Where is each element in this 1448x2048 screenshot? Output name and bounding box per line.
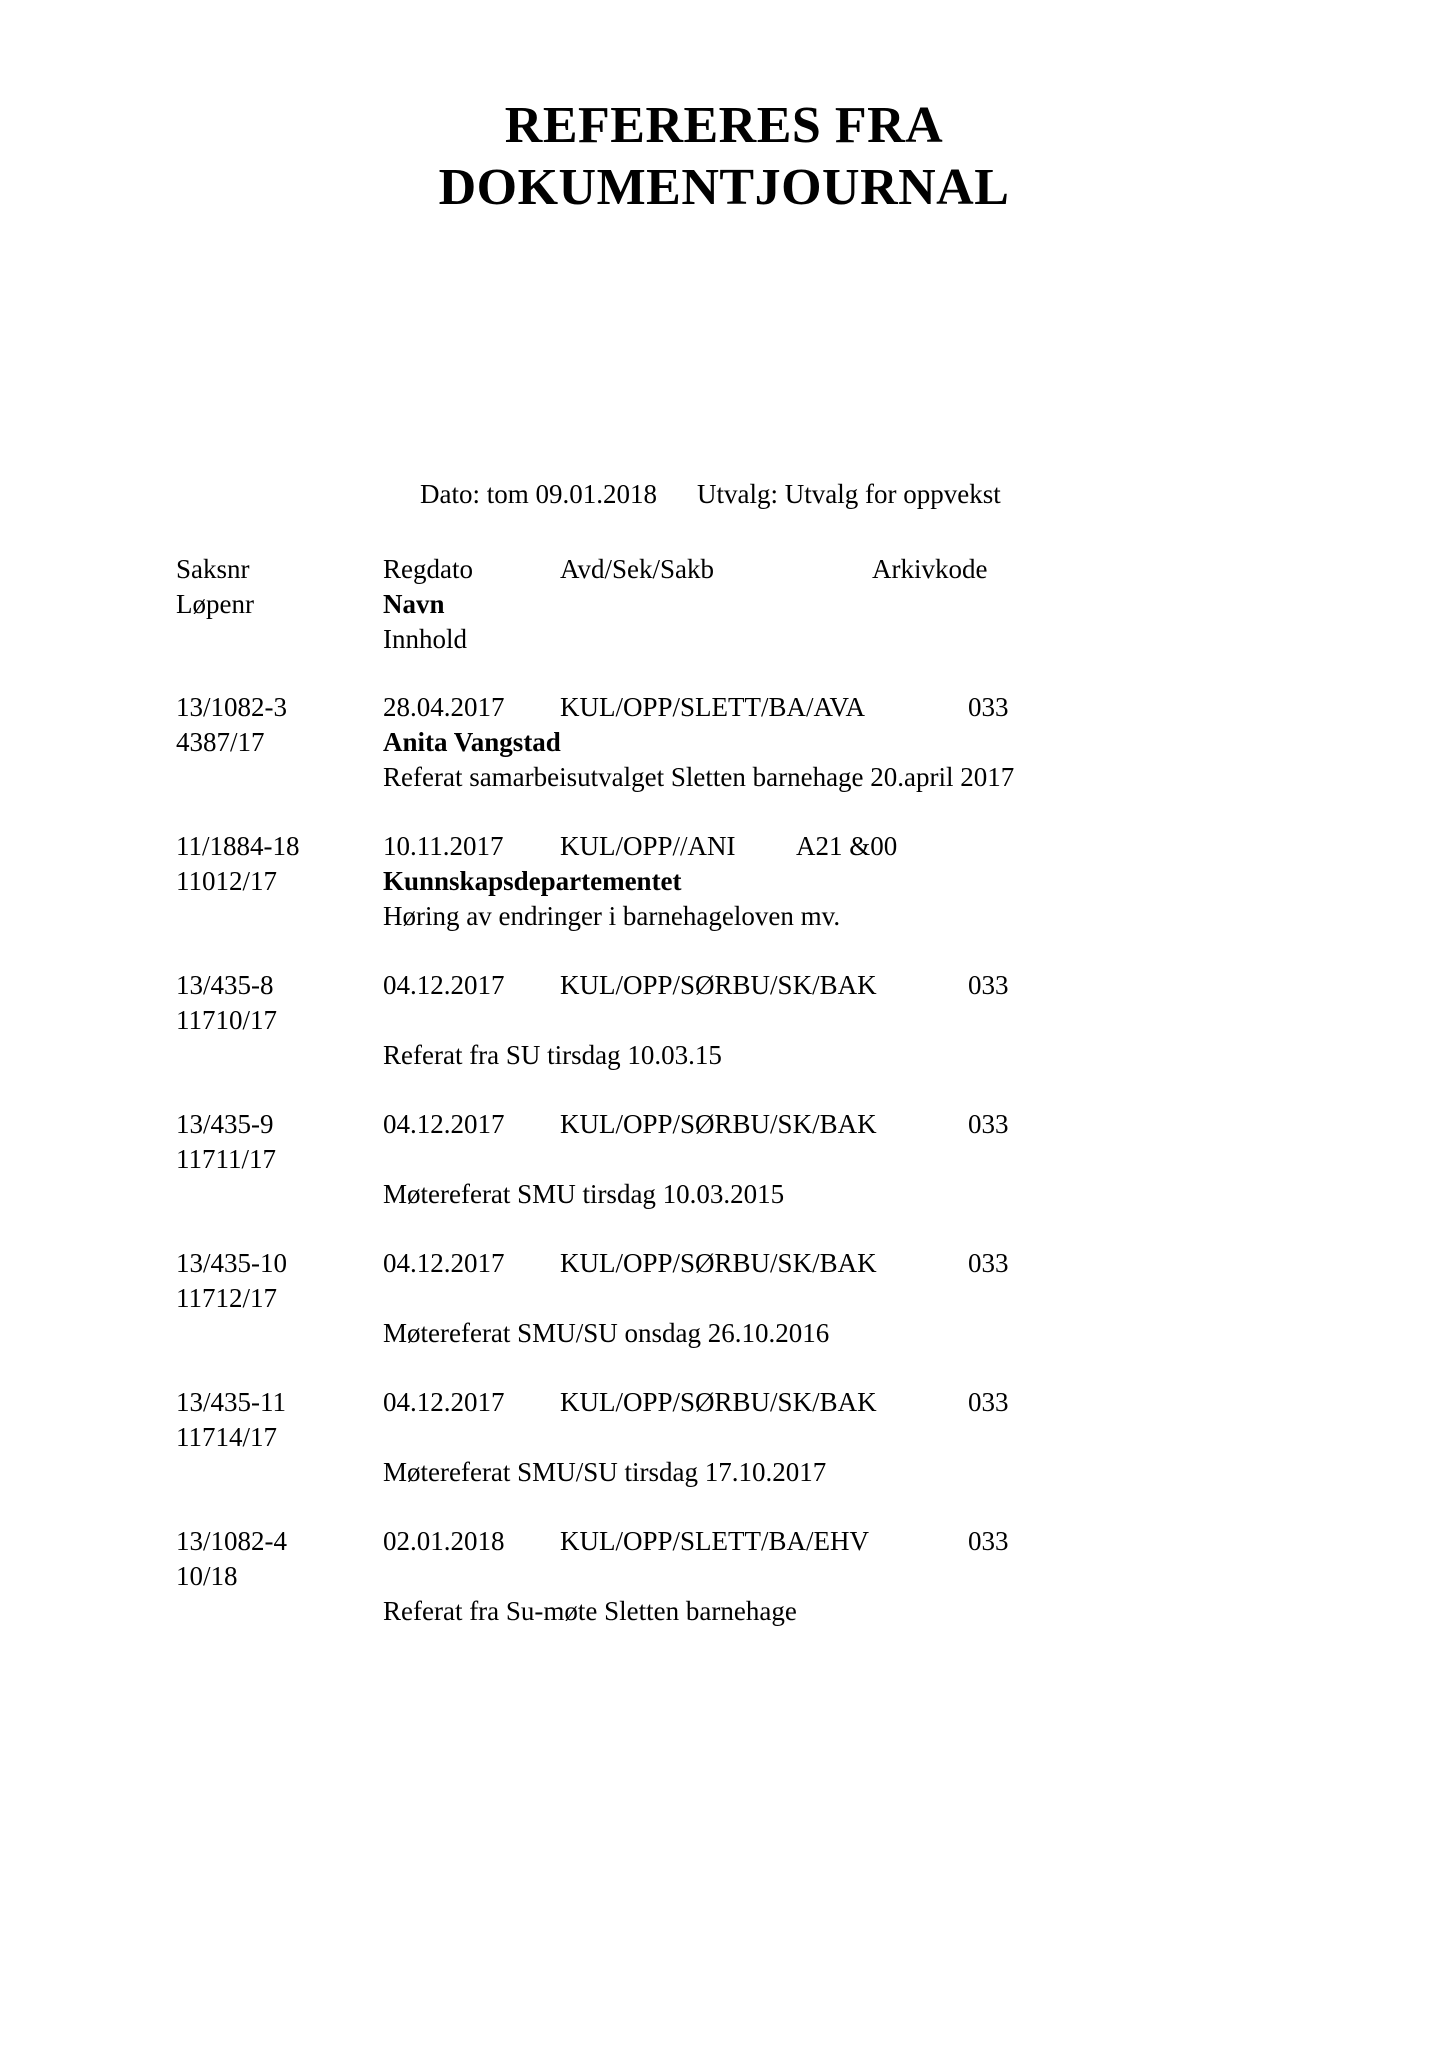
entry-saksnr: 13/1082-4 bbox=[176, 1526, 287, 1556]
entry-lopenr: 11714/17 bbox=[176, 1422, 277, 1452]
entry-avd: KUL/OPP/SØRBU/SK/BAK bbox=[560, 1387, 877, 1417]
entry-arkivkode: 033 bbox=[968, 1109, 1009, 1139]
entry-arkivkode: 033 bbox=[968, 1526, 1009, 1556]
entry-lopenr: 11012/17 bbox=[176, 866, 277, 896]
entry-avd: KUL/OPP/SØRBU/SK/BAK bbox=[560, 1248, 877, 1278]
entry-saksnr: 13/435-8 bbox=[176, 970, 274, 1000]
filter-line bbox=[420, 477, 1001, 511]
entry-innhold: Møtereferat SMU/SU tirsdag 17.10.2017 bbox=[383, 1457, 827, 1487]
entry-regdato: 04.12.2017 bbox=[383, 1109, 505, 1139]
header-innhold: Innhold bbox=[383, 624, 467, 654]
entry-avd: KUL/OPP/SØRBU/SK/BAK bbox=[560, 970, 877, 1000]
header-lopenr: Løpenr bbox=[176, 589, 254, 619]
entry-arkivkode: 033 bbox=[968, 1248, 1009, 1278]
entry-saksnr: 13/1082-3 bbox=[176, 692, 287, 722]
filter-committee: Utvalg: Utvalg for oppvekst bbox=[697, 479, 1001, 509]
entry-navn: Kunnskapsdepartementet bbox=[383, 866, 682, 896]
entry-regdato: 04.12.2017 bbox=[383, 970, 505, 1000]
header-navn: Navn bbox=[383, 589, 445, 619]
entry-innhold: Referat fra SU tirsdag 10.03.15 bbox=[383, 1040, 722, 1070]
header-arkivkode: Arkivkode bbox=[872, 554, 988, 584]
filter-date: Dato: tom 09.01.2018 bbox=[420, 479, 657, 509]
document-title bbox=[0, 95, 1448, 219]
entry-regdato: 10.11.2017 bbox=[383, 831, 504, 861]
entry-avd: KUL/OPP//ANI bbox=[560, 831, 736, 861]
entry-arkivkode: 033 bbox=[968, 692, 1009, 722]
entry-innhold: Referat fra Su-møte Sletten barnehage bbox=[383, 1596, 797, 1626]
entry-lopenr: 11711/17 bbox=[176, 1144, 276, 1174]
title-line-1: REFERERES FRA bbox=[504, 97, 944, 154]
entry-saksnr: 11/1884-18 bbox=[176, 831, 300, 861]
entry-innhold: Møtereferat SMU/SU onsdag 26.10.2016 bbox=[383, 1318, 830, 1348]
entry-saksnr: 13/435-9 bbox=[176, 1109, 274, 1139]
title-line-2: DOKUMENTJOURNAL bbox=[438, 159, 1010, 216]
entry-regdato: 04.12.2017 bbox=[383, 1248, 505, 1278]
entry-regdato: 28.04.2017 bbox=[383, 692, 505, 722]
entry-lopenr: 4387/17 bbox=[176, 727, 265, 757]
entry-avd: KUL/OPP/SLETT/BA/EHV bbox=[560, 1526, 870, 1556]
entry-regdato: 02.01.2018 bbox=[383, 1526, 505, 1556]
entry-avd: KUL/OPP/SLETT/BA/AVA bbox=[560, 692, 866, 722]
entry-innhold: Referat samarbeisutvalget Sletten barnehage 20.april 2017 bbox=[383, 762, 1015, 792]
entry-saksnr: 13/435-10 bbox=[176, 1248, 287, 1278]
entry-navn: Anita Vangstad bbox=[383, 727, 561, 757]
entry-innhold: Møtereferat SMU tirsdag 10.03.2015 bbox=[383, 1179, 785, 1209]
entry-lopenr: 11712/17 bbox=[176, 1283, 277, 1313]
header-avd: Avd/Sek/Sakb bbox=[560, 554, 714, 584]
entry-arkivkode: 033 bbox=[968, 970, 1009, 1000]
entry-arkivkode: 033 bbox=[968, 1387, 1009, 1417]
header-regdato: Regdato bbox=[383, 554, 473, 584]
entry-innhold: Høring av endringer i barnehageloven mv. bbox=[383, 901, 841, 931]
entry-arkivkode: A21 &00 bbox=[796, 831, 898, 861]
entry-avd: KUL/OPP/SØRBU/SK/BAK bbox=[560, 1109, 877, 1139]
entry-lopenr: 10/18 bbox=[176, 1561, 238, 1591]
header-saksnr: Saksnr bbox=[176, 554, 250, 584]
entry-saksnr: 13/435-11 bbox=[176, 1387, 286, 1417]
entry-regdato: 04.12.2017 bbox=[383, 1387, 505, 1417]
entry-lopenr: 11710/17 bbox=[176, 1005, 277, 1035]
